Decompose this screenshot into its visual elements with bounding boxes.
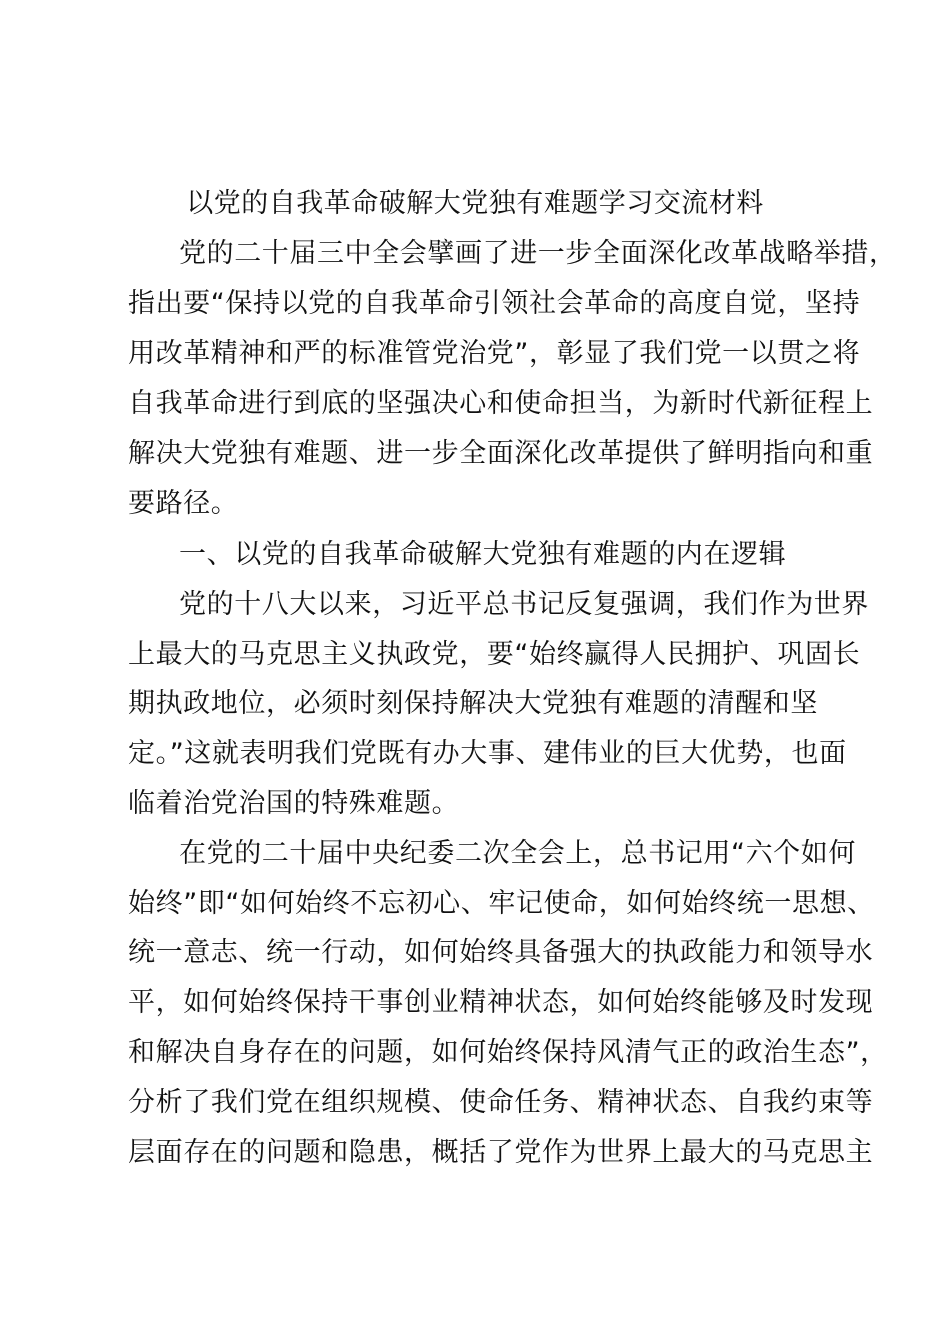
paragraph-line: 用改革精神和严的标准管党治党”，彰显了我们党一以贯之将	[128, 338, 861, 369]
paragraph-line: 定。”这就表明我们党既有办大事、建伟业的巨大优势，也面	[128, 738, 847, 769]
paragraph-line: 党的二十届三中全会擘画了进一步全面深化改革战略举措，	[179, 238, 897, 269]
paragraph-line: 在党的二十届中央纪委二次全会上，总书记用“六个如何	[179, 838, 856, 869]
paragraph-line: 党的十八大以来，习近平总书记反复强调，我们作为世界	[179, 589, 869, 620]
paragraph-line: 始终”即“如何始终不忘初心、牢记使命，如何始终统一思想、	[128, 888, 875, 919]
paragraph-line: 解决大党独有难题、进一步全面深化改革提供了鲜明指向和重	[128, 438, 874, 469]
paragraph-line: 要路径。	[128, 488, 239, 519]
paragraph-line: 分析了我们党在组织规模、使命任务、精神状态、自我约束等	[128, 1087, 874, 1118]
paragraph-line: 统一意志、统一行动，如何始终具备强大的执政能力和领导水	[128, 937, 874, 968]
paragraph-line: 上最大的马克思主义执政党，要“始终赢得人民拥护、巩固长	[128, 639, 861, 670]
paragraph-line: 期执政地位，必须时刻保持解决大党独有难题的清醒和坚	[128, 688, 818, 719]
paragraph-line: 平，如何始终保持干事创业精神状态，如何始终能够及时发现	[128, 987, 874, 1018]
paragraph-line: 临着治党治国的特殊难题。	[128, 788, 460, 819]
paragraph-line: 自我革命进行到底的坚强决心和使命担当，为新时代新征程上	[128, 388, 874, 419]
paragraph-line: 和解决自身存在的问题，如何始终保持风清气正的政治生态”，	[128, 1037, 888, 1068]
paragraph-line: 指出要“保持以党的自我革命引领社会革命的高度自觉，坚持	[128, 288, 861, 319]
paragraph-line: 层面存在的问题和隐患，概括了党作为世界上最大的马克思主	[128, 1137, 874, 1168]
document-title: 以党的自我革命破解大党独有难题学习交流材料	[186, 188, 764, 219]
section-heading: 一、以党的自我革命破解大党独有难题的内在逻辑	[179, 539, 787, 570]
